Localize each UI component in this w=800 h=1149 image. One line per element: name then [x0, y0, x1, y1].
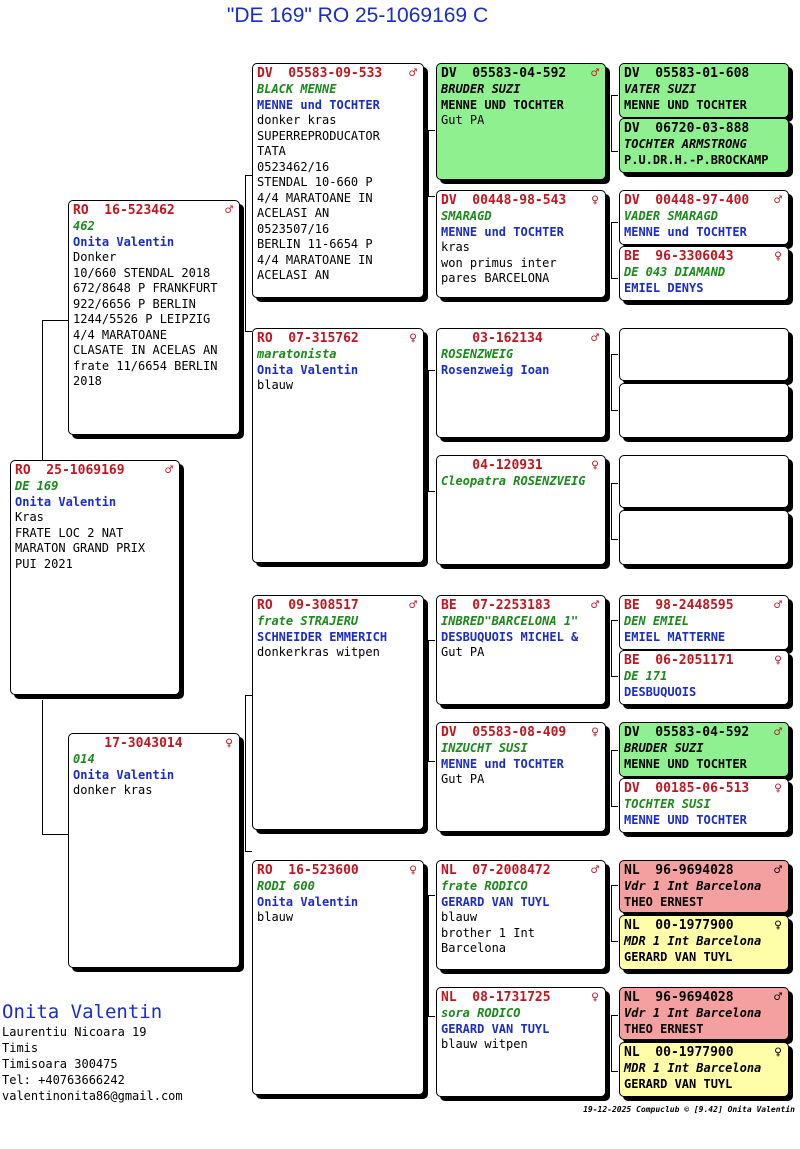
- pigeon-card-mother[interactable]: [68, 733, 240, 968]
- owner-name: EMIEL DENYS: [624, 280, 704, 295]
- sex-symbol: ♂: [774, 193, 782, 208]
- breeder-info: [2, 1000, 183, 1104]
- sex-symbol: ♂: [774, 725, 782, 740]
- note-line: TATA: [257, 144, 286, 158]
- pigeon-name: INBRED"BARCELONA 1": [441, 614, 579, 628]
- sex-symbol: ♀: [409, 331, 417, 346]
- note-line: Gut PA: [441, 113, 485, 127]
- pigeon-card-g4-7[interactable]: [619, 455, 789, 508]
- pigeon-name: maratonista: [257, 347, 337, 361]
- note-line: donker kras: [257, 113, 337, 127]
- connector-bracket: [428, 640, 435, 762]
- sex-symbol: ♂: [591, 863, 599, 878]
- ring-number: DV 00185-06-513: [624, 781, 750, 796]
- pigeon-name: VADER SMARAGD: [624, 209, 718, 223]
- pigeon-card-g4-10[interactable]: [619, 650, 789, 705]
- note-line: Donker: [73, 250, 117, 264]
- note-line: SUPERREPRODUCATOR: [257, 128, 380, 143]
- pigeon-name: Vdr 1 Int Barcelona: [624, 879, 762, 893]
- owner-name: Onita Valentin: [257, 894, 359, 909]
- sex-symbol: ♂: [591, 598, 599, 613]
- note-line: blauw: [441, 910, 478, 924]
- note-line: donker kras: [73, 783, 153, 797]
- note-line: MARATON GRAND PRIX: [15, 541, 146, 555]
- connector-bracket: [611, 750, 618, 807]
- pigeon-name: 462: [73, 219, 95, 233]
- connector-bracket: [611, 222, 618, 279]
- pigeon-name: INZUCHT SUSI: [441, 741, 528, 755]
- pigeon-card-fm[interactable]: [252, 328, 424, 563]
- breeder-region: Timis: [2, 1041, 39, 1055]
- pigeon-card-mmm[interactable]: [436, 987, 606, 1097]
- sex-symbol: ♀: [409, 863, 417, 878]
- pigeon-name: RODI 600: [257, 879, 315, 893]
- note-line: 0523507/16: [257, 221, 330, 236]
- owner-name: GERARD VAN TUYL: [624, 1076, 733, 1091]
- pigeon-card-mmf[interactable]: [436, 860, 606, 970]
- pigeon-card-subject[interactable]: [10, 460, 180, 695]
- pigeon-card-g4-12[interactable]: [619, 778, 789, 833]
- note-line: 2018: [73, 374, 102, 388]
- note-line: frate 11/6654 BERLIN: [73, 358, 218, 373]
- pigeon-name: BLACK MENNE: [257, 82, 337, 96]
- pigeon-card-mff[interactable]: [436, 595, 606, 705]
- sex-symbol: ♀: [774, 1045, 782, 1060]
- pigeon-card-mfm[interactable]: [436, 722, 606, 832]
- note-line: CLASATE IN ACELAS AN: [73, 343, 218, 357]
- pigeon-card-ff[interactable]: [252, 63, 424, 298]
- pigeon-card-g4-4[interactable]: [619, 246, 789, 301]
- ring-number: DV 05583-01-608: [624, 66, 750, 81]
- connector-bracket: [611, 354, 618, 411]
- sex-symbol: ♂: [165, 463, 173, 478]
- owner-name: Onita Valentin: [73, 767, 175, 782]
- pigeon-name: TOCHTER SUSI: [624, 797, 711, 811]
- ring-number: DV 05583-04-592: [441, 66, 567, 81]
- owner-name: GERARD VAN TUYL: [441, 1021, 550, 1036]
- note-line: brother 1 Int: [441, 925, 535, 940]
- note-line: Gut PA: [441, 772, 485, 786]
- pigeon-card-g4-15[interactable]: [619, 987, 789, 1040]
- note-line: blauw: [257, 378, 294, 392]
- owner-name: MENNE UND TOCHTER: [624, 756, 747, 771]
- connector-bracket: [428, 130, 435, 197]
- breeder-address: Laurentiu Nicoara 19: [2, 1025, 147, 1039]
- owner-name: MENNE und TOCHTER: [624, 224, 747, 239]
- pigeon-name: TOCHTER ARMSTRONG: [624, 137, 747, 151]
- pigeon-card-g4-14[interactable]: [619, 915, 789, 970]
- sex-symbol: ♂: [774, 863, 782, 878]
- breeder-email[interactable]: valentinonita86@gmail.com: [2, 1089, 183, 1103]
- note-line: Barcelona: [441, 941, 507, 955]
- ring-number: 03-162134: [441, 331, 543, 346]
- pigeon-card-g4-5[interactable]: [619, 328, 789, 381]
- pigeon-name: VATER SUZI: [624, 82, 697, 96]
- note-line: 1244/5526 P LEIPZIG: [73, 312, 211, 326]
- note-line: FRATE LOC 2 NAT: [15, 525, 124, 540]
- connector-bracket: [611, 620, 618, 677]
- owner-name: THEO ERNEST: [624, 1021, 704, 1036]
- pigeon-card-g4-9[interactable]: [619, 595, 789, 650]
- sex-symbol: ♂: [409, 66, 417, 81]
- ring-number: RO 25-1069169: [15, 463, 125, 478]
- ring-number: RO 07-315762: [257, 331, 359, 346]
- sex-symbol: ♀: [591, 990, 599, 1005]
- pigeon-name: frate RODICO: [441, 879, 528, 893]
- pedigree-title: "DE 169" RO 25-1069169 C: [226, 4, 489, 27]
- owner-name: Onita Valentin: [15, 494, 117, 509]
- ring-number: DV 06720-03-888: [624, 121, 750, 136]
- ring-number: 04-120931: [441, 458, 543, 473]
- ring-number: NL 00-1977900: [624, 1045, 734, 1060]
- connector-line: [42, 320, 69, 321]
- ring-number: BE 06-2051171: [624, 653, 734, 668]
- sex-symbol: ♂: [591, 66, 599, 81]
- pigeon-name: MDR 1 Int Barcelona: [624, 934, 762, 948]
- owner-name: MENNE und TOCHTER: [441, 224, 564, 239]
- owner-name: MENNE und TOCHTER: [441, 756, 564, 771]
- sex-symbol: ♀: [774, 653, 782, 668]
- note-line: Kras: [15, 510, 44, 524]
- pigeon-name: Cleopatra ROSENZVEIG: [441, 474, 586, 488]
- ring-number: DV 05583-09-533: [257, 66, 383, 81]
- sex-symbol: ♂: [409, 598, 417, 613]
- note-line: won primus inter: [441, 255, 557, 270]
- sex-symbol: ♀: [774, 781, 782, 796]
- owner-name: GERARD VAN TUYL: [441, 894, 550, 909]
- ring-number: RO 16-523600: [257, 863, 359, 878]
- note-line: 0523462/16: [257, 159, 330, 174]
- sex-symbol: ♂: [774, 598, 782, 613]
- owner-name: Rosenzweig Ioan: [441, 362, 550, 377]
- ring-number: RO 09-308517: [257, 598, 359, 613]
- pigeon-name: DE 171: [624, 669, 668, 683]
- sex-symbol: ♂: [774, 990, 782, 1005]
- note-line: ACELASI AN: [257, 268, 330, 282]
- note-line: 922/6656 P BERLIN: [73, 296, 196, 311]
- note-line: kras: [441, 240, 470, 254]
- breeder-name: Onita Valentin: [2, 1001, 163, 1023]
- owner-name: DESBUQUOIS: [624, 684, 697, 699]
- sex-symbol: ♀: [591, 193, 599, 208]
- pigeon-card-ffm[interactable]: [436, 190, 606, 298]
- ring-number: DV 05583-04-592: [624, 725, 750, 740]
- connector-bracket: [611, 483, 618, 540]
- ring-number: DV 00448-98-543: [441, 193, 567, 208]
- pigeon-name: MDR 1 Int Barcelona: [624, 1061, 762, 1075]
- breeder-city: Timisoara 300475: [2, 1057, 118, 1071]
- pigeon-card-g4-1[interactable]: [619, 63, 789, 118]
- note-line: 4/4 MARATOANE IN: [257, 252, 373, 267]
- connector-bracket: [611, 885, 618, 942]
- ring-number: DV 05583-08-409: [441, 725, 567, 740]
- sex-symbol: ♂: [225, 203, 233, 218]
- breeder-phone: Tel: +40763666242: [2, 1073, 125, 1087]
- pigeon-card-g4-16[interactable]: [619, 1042, 789, 1097]
- connector-line: [42, 834, 69, 835]
- ring-number: NL 00-1977900: [624, 918, 734, 933]
- note-line: blauw witpen: [441, 1037, 528, 1051]
- owner-name: EMIEL MATTERNE: [624, 629, 726, 644]
- connector-line: [42, 320, 43, 460]
- sex-symbol: ♀: [591, 725, 599, 740]
- note-line: ACELASI AN: [257, 206, 330, 220]
- sex-symbol: ♀: [591, 458, 599, 473]
- connector-line: [42, 700, 43, 835]
- ring-number: 17-3043014: [73, 736, 183, 751]
- pigeon-name: 014: [73, 752, 95, 766]
- sex-symbol: ♀: [774, 249, 782, 264]
- note-line: BERLIN 11-6654 P: [257, 237, 373, 251]
- ring-number: BE 07-2253183: [441, 598, 551, 613]
- note-line: 672/8648 P FRANKFURT: [73, 281, 218, 295]
- pigeon-card-g4-8[interactable]: [619, 510, 789, 565]
- note-line: pares BARCELONA: [441, 271, 550, 285]
- ring-number: NL 96-9694028: [624, 990, 734, 1005]
- note-line: 4/4 MARATOANE: [73, 327, 167, 342]
- pigeon-name: SMARAGD: [441, 209, 492, 223]
- ring-number: BE 96-3306043: [624, 249, 734, 264]
- connector-bracket: [428, 895, 435, 1017]
- owner-name: THEO ERNEST: [624, 894, 704, 909]
- connector-bracket: [611, 95, 618, 152]
- pigeon-name: Vdr 1 Int Barcelona: [624, 1006, 762, 1020]
- pigeon-name: ROSENZWEIG: [441, 347, 514, 361]
- pigeon-card-g4-3[interactable]: [619, 190, 789, 245]
- owner-name: SCHNEIDER EMMERICH: [257, 629, 388, 644]
- owner-name: DESBUQUOIS MICHEL &: [441, 629, 579, 644]
- note-line: 10/660 STENDAL 2018: [73, 265, 211, 280]
- pigeon-card-fmm[interactable]: [436, 455, 606, 565]
- sex-symbol: ♀: [225, 736, 233, 751]
- pigeon-card-fmf[interactable]: [436, 328, 606, 438]
- pigeon-card-g4-6[interactable]: [619, 383, 789, 438]
- owner-name: Onita Valentin: [257, 362, 359, 377]
- ring-number: DV 00448-97-400: [624, 193, 750, 208]
- owner-name: MENNE UND TOCHTER: [624, 812, 747, 827]
- pigeon-name: DE 043 DIAMAND: [624, 265, 726, 279]
- note-line: donkerkras witpen: [257, 645, 380, 659]
- footer-credit: 19-12-2025 Compuclub © [9.42] Onita Valentin: [583, 1105, 795, 1114]
- pigeon-card-g4-13[interactable]: [619, 860, 789, 913]
- owner-name: MENNE UND TOCHTER: [624, 97, 747, 112]
- note-line: 4/4 MARATOANE IN: [257, 190, 373, 205]
- note-line: blauw: [257, 910, 294, 924]
- pigeon-name: BRUDER SUZI: [441, 82, 521, 96]
- owner-name: MENNE UND TOCHTER: [441, 97, 564, 112]
- ring-number: NL 07-2008472: [441, 863, 551, 878]
- pigeon-card-mm[interactable]: [252, 860, 424, 1095]
- pigeon-card-father[interactable]: [68, 200, 240, 435]
- connector-bracket: [245, 175, 252, 332]
- owner-name: MENNE und TOCHTER: [257, 97, 380, 112]
- sex-symbol: ♀: [774, 918, 782, 933]
- owner-name: GERARD VAN TUYL: [624, 949, 733, 964]
- sex-symbol: ♂: [591, 331, 599, 346]
- pigeon-name: DEN EMIEL: [624, 614, 690, 628]
- pigeon-card-mf[interactable]: [252, 595, 424, 830]
- pigeon-name: BRUDER SUZI: [624, 741, 704, 755]
- owner-name: P.U.DR.H.-P.BROCKAMP: [624, 152, 769, 167]
- note-line: PUI 2021: [15, 556, 73, 571]
- connector-bracket: [245, 695, 252, 852]
- pigeon-name: DE 169: [15, 479, 59, 493]
- pigeon-name: frate STRAJERU: [257, 614, 359, 628]
- pigeon-card-g4-11[interactable]: [619, 722, 789, 777]
- ring-number: NL 96-9694028: [624, 863, 734, 878]
- connector-bracket: [611, 1015, 618, 1072]
- ring-number: BE 98-2448595: [624, 598, 734, 613]
- pigeon-card-fff[interactable]: [436, 63, 606, 180]
- note-line: STENDAL 10-660 P: [257, 175, 373, 189]
- pigeon-card-g4-2[interactable]: [619, 118, 789, 173]
- note-line: Gut PA: [441, 645, 485, 659]
- connector-bracket: [428, 370, 435, 492]
- pigeon-name: sora RODICO: [441, 1006, 521, 1020]
- ring-number: NL 08-1731725: [441, 990, 551, 1005]
- owner-name: Onita Valentin: [73, 234, 175, 249]
- ring-number: RO 16-523462: [73, 203, 175, 218]
